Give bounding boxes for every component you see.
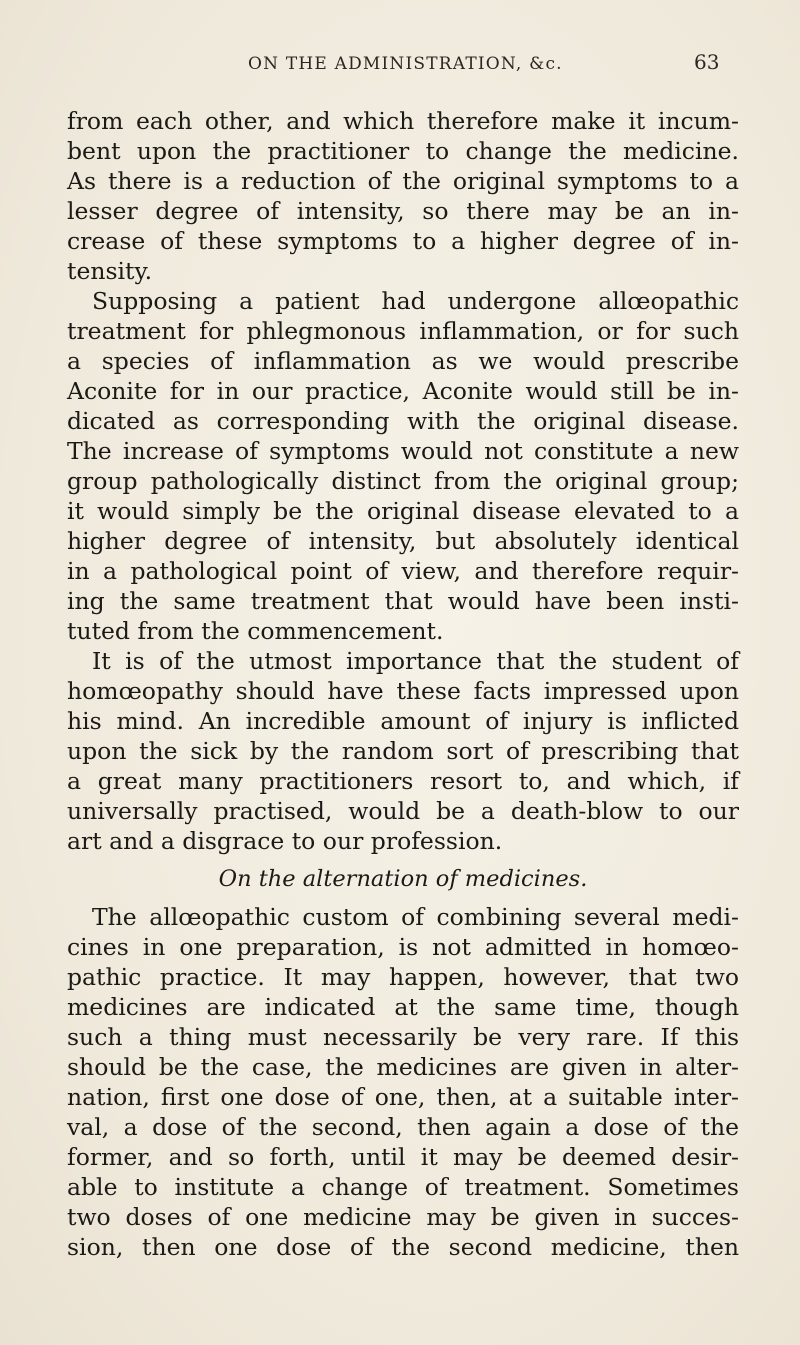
text-line: dicated as corresponding with the original disease. [67,407,739,435]
text-line: such a thing must necessarily be very rare. If this [67,1023,739,1051]
text-line: former, and so forth, until it may be deemed desir- [67,1143,739,1171]
text-line: tuted from the commencement. [67,617,444,645]
text-line: upon the sick by the random sort of prescribing that [67,737,739,765]
text-line: art and a disgrace to our profession. [67,827,503,855]
text-line: homœopathy should have these facts impressed upon [67,677,739,705]
text-line: bent upon the practitioner to change the medicine. [67,137,739,165]
text-line: pathic practice. It may happen, however, that two [67,963,739,991]
text-line: in a pathological point of view, and therefore requir- [67,557,739,585]
page-number: 63 [694,50,720,74]
text-line: ing the same treatment that would have been insti- [67,587,739,615]
text-line: The allœopathic custom of combining several medi- [92,903,739,931]
text-line: Supposing a patient had undergone allœopathic [92,287,739,315]
text-line: higher degree of intensity, but absolutely identical [67,527,739,555]
body-text [67,106,739,1262]
text-line: Aconite for in our practice, Aconite would still be in- [67,377,739,405]
text-line: val, a dose of the second, then again a dose of the [67,1113,739,1141]
text-line: cines in one preparation, is not admitted in homœo- [67,933,739,961]
section-heading: On the alternation of medicines. [218,866,588,892]
text-line: sion, then one dose of the second medicine, then [67,1233,739,1261]
text-line: a great many practitioners resort to, and which, if [67,767,739,795]
text-line: able to institute a change of treatment. Sometimes [67,1173,739,1201]
text-line: two doses of one medicine may be given in succes- [67,1203,739,1231]
running-head: ON THE ADMINISTRATION, &c. [248,54,563,74]
text-line: crease of these symptoms to a higher degree of in- [67,227,739,255]
text-line: group pathologically distinct from the original group; [67,467,739,495]
text-line: It is of the utmost importance that the student of [92,647,739,675]
text-line: nation, first one dose of one, then, at a suitable inter- [67,1083,739,1111]
text-line: from each other, and which therefore make it incum- [67,107,739,135]
text-line: lesser degree of intensity, so there may be an in- [67,197,739,225]
text-line: tensity. [67,257,153,285]
text-line: his mind. An incredible amount of injury is inflicted [67,707,739,735]
text-line: a species of inflammation as we would prescribe [67,347,739,375]
text-line: it would simply be the original disease elevated to a [67,497,739,525]
text-line: treatment for phlegmonous inflammation, or for such [67,317,739,345]
text-line: As there is a reduction of the original symptoms to a [67,167,739,195]
text-line: should be the case, the medicines are given in alter- [67,1053,739,1081]
text-line: medicines are indicated at the same time, though [67,993,739,1021]
text-line: universally practised, would be a death-blow to our [67,797,739,825]
text-line: The increase of symptoms would not constitute a new [67,437,739,465]
